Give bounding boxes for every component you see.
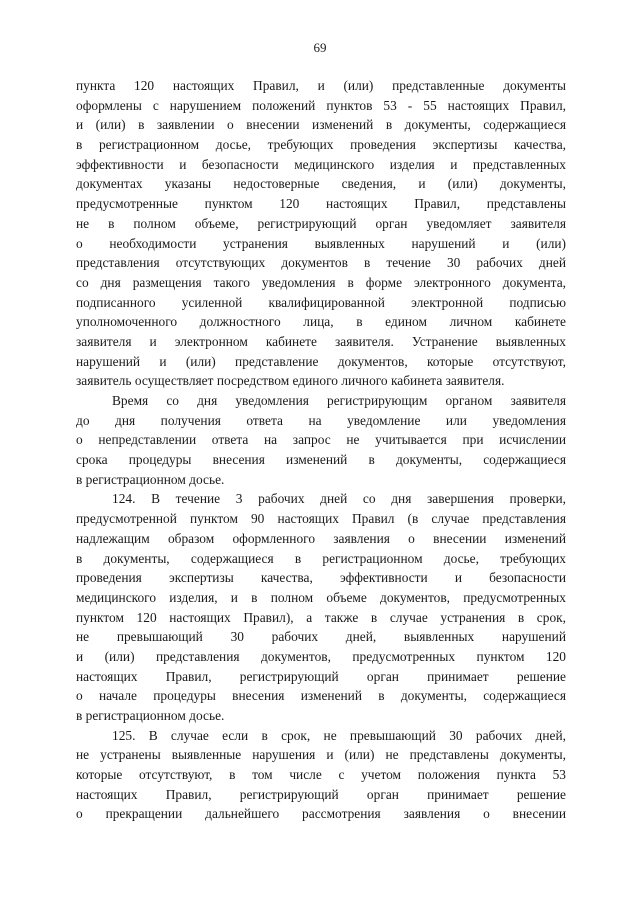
text-line: медицинского изделия, и в полном объеме документов, предусмотренных — [76, 589, 566, 605]
text-line: уполномоченного должностного лица, в едином личном кабинете — [76, 314, 566, 330]
text-line: пункта 120 настоящих Правил, и (или) представленные документы — [76, 78, 566, 93]
text-line: о непредставлении ответа на запрос не учитывается при исчислении — [76, 432, 566, 448]
text-line: в регистрационном досье. — [76, 708, 225, 723]
text-line: нарушений и (или) представление документов, которые отсутствуют, — [76, 353, 566, 369]
text-line: срока процедуры внесения изменений в документы, содержащиеся — [76, 452, 566, 468]
text-line: Время со дня уведомления регистрирующим органом заявителя — [112, 393, 566, 408]
text-line: эффективности и безопасности медицинского изделия и представленных — [76, 156, 566, 172]
text-line: и (или) в заявлении о внесении изменений в документы, содержащиеся — [76, 117, 566, 133]
text-line: подписанного усиленной квалифицированной электронной подписью — [76, 294, 566, 310]
page-number: 69 — [313, 40, 327, 55]
paragraph — [76, 391, 566, 489]
text-line: 124. В течение 3 рабочих дней со дня завершения проверки, — [112, 491, 566, 507]
text-line: 125. В случае если в срок, не превышающий 30 рабочих дней, — [112, 727, 566, 743]
text-line: оформлены с нарушением положений пунктов 53 - 55 настоящих Правил, — [76, 97, 566, 113]
text-line: о прекращении дальнейшего рассмотрения заявления о внесении — [76, 806, 566, 822]
text-line: не устранены выявленные нарушения и (или) не представлены документы, — [76, 747, 566, 763]
text-line: представления отсутствующих документов в течение 30 рабочих дней — [76, 255, 566, 271]
text-line: пунктом 120 настоящих Правил), а также в случае устранения в срок, — [76, 609, 566, 625]
text-line: которые отсутствуют, в том числе с учетом положения пункта 53 — [76, 767, 566, 783]
text-line: в документы, содержащиеся в регистрационном досье, требующих — [76, 550, 566, 566]
paragraph — [76, 489, 566, 725]
text-line: о необходимости устранения выявленных нарушений и (или) — [76, 235, 566, 251]
text-line: предусмотренные пунктом 120 настоящих Правил, представлены — [76, 196, 566, 212]
text-line: проведения экспертизы качества, эффективности и безопасности — [76, 570, 566, 586]
text-line: настоящих Правил, регистрирующий орган принимает решение — [76, 668, 566, 684]
text-line: со дня размещения такого уведомления в форме электронного документа, — [76, 274, 566, 290]
text-line: предусмотренной пунктом 90 настоящих Правил (в случае представления — [76, 511, 566, 527]
text-line: о начале процедуры внесения изменений в документы, содержащиеся — [76, 688, 566, 704]
text-line: в регистрационном досье. — [76, 471, 225, 487]
text-line: в регистрационном досье, требующих проведения экспертизы качества, — [76, 137, 566, 153]
text-line: документах указаны недостоверные сведения, и (или) документы, — [76, 176, 566, 192]
text-line: заявителя и электронном кабинете заявителя. Устранение выявленных — [76, 333, 566, 349]
text-line: не в полном объеме, регистрирующий орган уведомляет заявителя — [76, 215, 566, 231]
paragraph — [76, 76, 566, 391]
document-body — [76, 76, 566, 824]
paragraph — [76, 726, 566, 824]
text-line: настоящих Правил, регистрирующий орган принимает решение — [76, 786, 566, 802]
text-line: и (или) представления документов, предусмотренных пунктом 120 — [76, 648, 566, 664]
text-line: до дня получения ответа на уведомление или уведомления — [76, 412, 566, 428]
text-line: не превышающий 30 рабочих дней, выявленных нарушений — [76, 629, 566, 645]
text-line: надлежащим образом оформленного заявления о внесении изменений — [76, 530, 566, 546]
text-line: заявитель осуществляет посредством единого личного кабинета заявителя. — [76, 373, 505, 389]
